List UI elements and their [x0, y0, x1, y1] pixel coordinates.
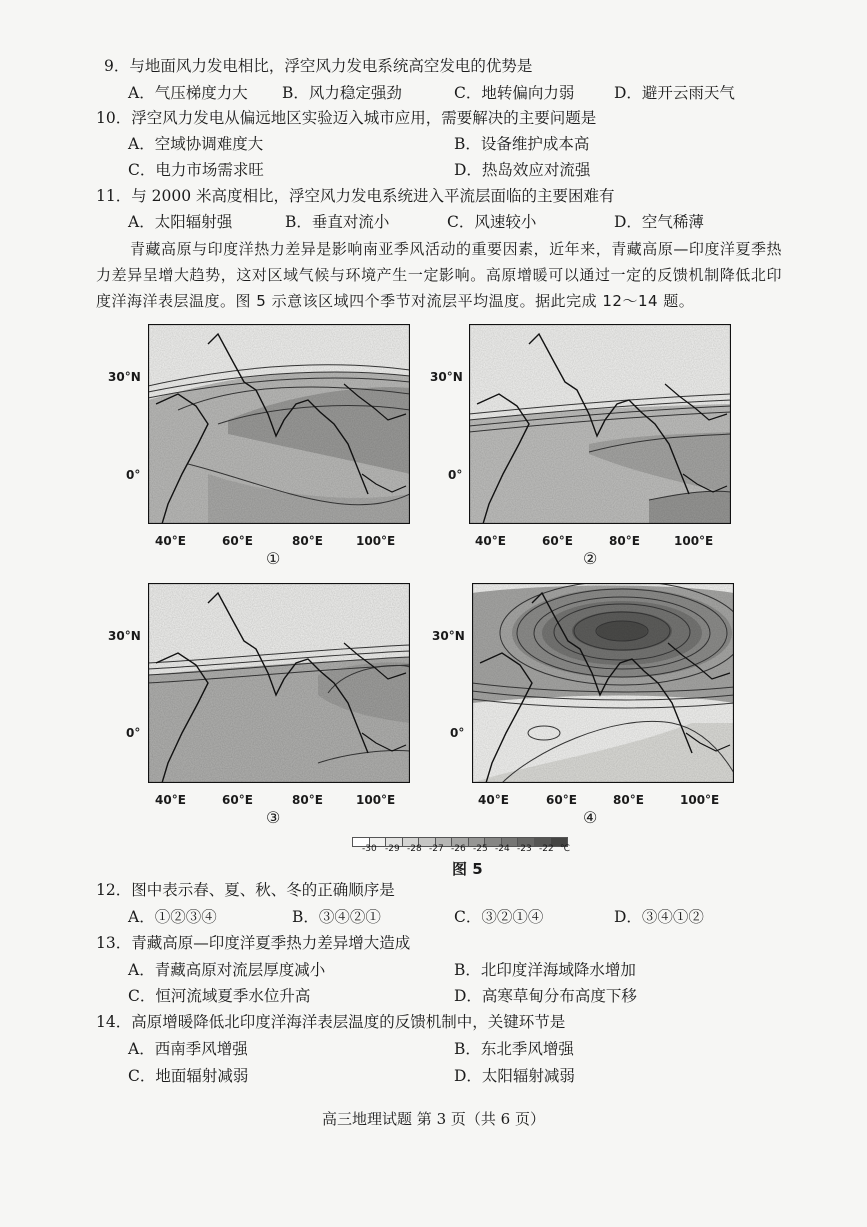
question-number: 12． [96, 881, 132, 899]
question-9 [104, 56, 532, 76]
option-b[interactable]: B．东北季风增强 [454, 1040, 574, 1058]
question-number: 10． [96, 109, 132, 127]
page-footer: 高三地理试题 第 3 页（共 6 页） [322, 1110, 545, 1128]
lon-label-80e: 80°E [292, 534, 323, 548]
question-stem: 图中表示春、夏、秋、冬的正确顺序是 [131, 881, 395, 899]
lat-label-0: 0° [448, 468, 463, 482]
map-panel-3 [148, 583, 410, 783]
question-stem: 与 2000 米高度相比，浮空风力发电系统进入平流层面临的主要困难有 [131, 187, 615, 205]
lat-label-30n: 30°N [108, 370, 141, 384]
legend-label: -28 [407, 844, 422, 854]
question-number: 11． [96, 187, 132, 205]
lon-label-40e: 40°E [155, 534, 186, 548]
option-d[interactable]: D．太阳辐射减弱 [454, 1067, 575, 1085]
question-stem: 浮空风力发电从偏远地区实验迈入城市应用，需要解决的主要问题是 [131, 109, 597, 127]
lon-label-60e: 60°E [222, 793, 253, 807]
figure-caption: 图 5 [452, 860, 483, 878]
option-d[interactable]: D．热岛效应对流强 [454, 161, 591, 179]
option-c[interactable]: C．恒河流域夏季水位升高 [128, 987, 311, 1005]
lat-label-30n: 30°N [108, 629, 141, 643]
map-panel-1 [148, 324, 410, 524]
option-d[interactable]: D．避开云雨天气 [614, 84, 735, 102]
lon-label-60e: 60°E [542, 534, 573, 548]
option-a[interactable]: A．西南季风增强 [128, 1040, 248, 1058]
lon-label-100e: 100°E [674, 534, 714, 548]
lon-label-60e: 60°E [546, 793, 577, 807]
question-number: 9． [104, 57, 130, 75]
lon-label-80e: 80°E [292, 793, 323, 807]
panel-number-2: ② [583, 549, 598, 568]
panel-number-3: ③ [266, 808, 281, 827]
option-c[interactable]: C．地转偏向力弱 [454, 84, 575, 102]
option-a[interactable]: A．青藏高原对流层厚度减小 [128, 961, 326, 979]
question-12 [96, 880, 395, 900]
panel-number-1: ① [266, 549, 281, 568]
question-number: 13． [96, 934, 132, 952]
legend-label: -23 [517, 844, 532, 854]
option-a[interactable]: A．①②③④ [128, 908, 217, 926]
option-c[interactable]: C．③②①④ [454, 908, 544, 926]
legend-label: -24 [495, 844, 510, 854]
lat-label-0: 0° [126, 726, 141, 740]
option-b[interactable]: B．北印度洋海域降水增加 [454, 961, 636, 979]
option-b[interactable]: B．风力稳定强劲 [282, 84, 402, 102]
option-d[interactable]: D．高寒草甸分布高度下移 [454, 987, 637, 1005]
question-stem: 高原增暖降低北印度洋海洋表层温度的反馈机制中，关键环节是 [131, 1013, 566, 1031]
option-b[interactable]: B．垂直对流小 [285, 213, 390, 231]
legend-label: -29 [385, 844, 400, 854]
lon-label-40e: 40°E [478, 793, 509, 807]
legend-label: -22 [539, 844, 554, 854]
option-c[interactable]: C．地面辐射减弱 [128, 1067, 249, 1085]
option-a[interactable]: A．空域协调难度大 [128, 135, 264, 153]
lon-label-100e: 100°E [356, 534, 396, 548]
option-b[interactable]: B．设备维护成本高 [454, 135, 590, 153]
lat-label-0: 0° [450, 726, 465, 740]
lon-label-100e: 100°E [680, 793, 720, 807]
lon-label-40e: 40°E [475, 534, 506, 548]
question-number: 14． [96, 1013, 132, 1031]
option-b[interactable]: B．③④②① [292, 908, 381, 926]
option-d[interactable]: D．③④①② [614, 908, 704, 926]
panel-number-4: ④ [583, 808, 598, 827]
lon-label-80e: 80°E [609, 534, 640, 548]
question-stem: 与地面风力发电相比，浮空风力发电系统高空发电的优势是 [129, 57, 533, 75]
legend-label: -27 [429, 844, 444, 854]
lat-label-30n: 30°N [430, 370, 463, 384]
option-a[interactable]: A．太阳辐射强 [128, 213, 233, 231]
legend-unit: ℃ [560, 844, 571, 854]
lat-label-0: 0° [126, 468, 141, 482]
question-11 [96, 186, 615, 206]
option-d[interactable]: D．空气稀薄 [614, 213, 704, 231]
legend-label: -26 [451, 844, 466, 854]
question-13 [96, 933, 410, 953]
option-c[interactable]: C．电力市场需求旺 [128, 161, 264, 179]
lon-label-60e: 60°E [222, 534, 253, 548]
temperature-legend [352, 832, 571, 854]
lon-label-100e: 100°E [356, 793, 396, 807]
lat-label-30n: 30°N [432, 629, 465, 643]
reading-passage: 青藏高原与印度洋热力差异是影响南亚季风活动的重要因素，近年来，青藏高原—印度洋夏季热力差异呈增大趋势，这对区域气候与环境产生一定影响。高原增暖可以通过一定的反馈机制降低北印度洋海洋表层温度。图 5 示意该区域四个季节对流层平均温度。据此完成 12～14 题。 [96, 240, 782, 310]
question-14 [96, 1012, 565, 1032]
map-panel-2 [469, 324, 731, 524]
legend-label: -30 [362, 844, 377, 854]
option-c[interactable]: C．风速较小 [447, 213, 537, 231]
map-panel-4 [472, 583, 734, 783]
legend-label: -25 [473, 844, 488, 854]
question-stem: 青藏高原—印度洋夏季热力差异增大造成 [131, 934, 411, 952]
option-a[interactable]: A．气压梯度力大 [128, 84, 248, 102]
lon-label-40e: 40°E [155, 793, 186, 807]
lon-label-80e: 80°E [613, 793, 644, 807]
question-10 [96, 108, 596, 128]
